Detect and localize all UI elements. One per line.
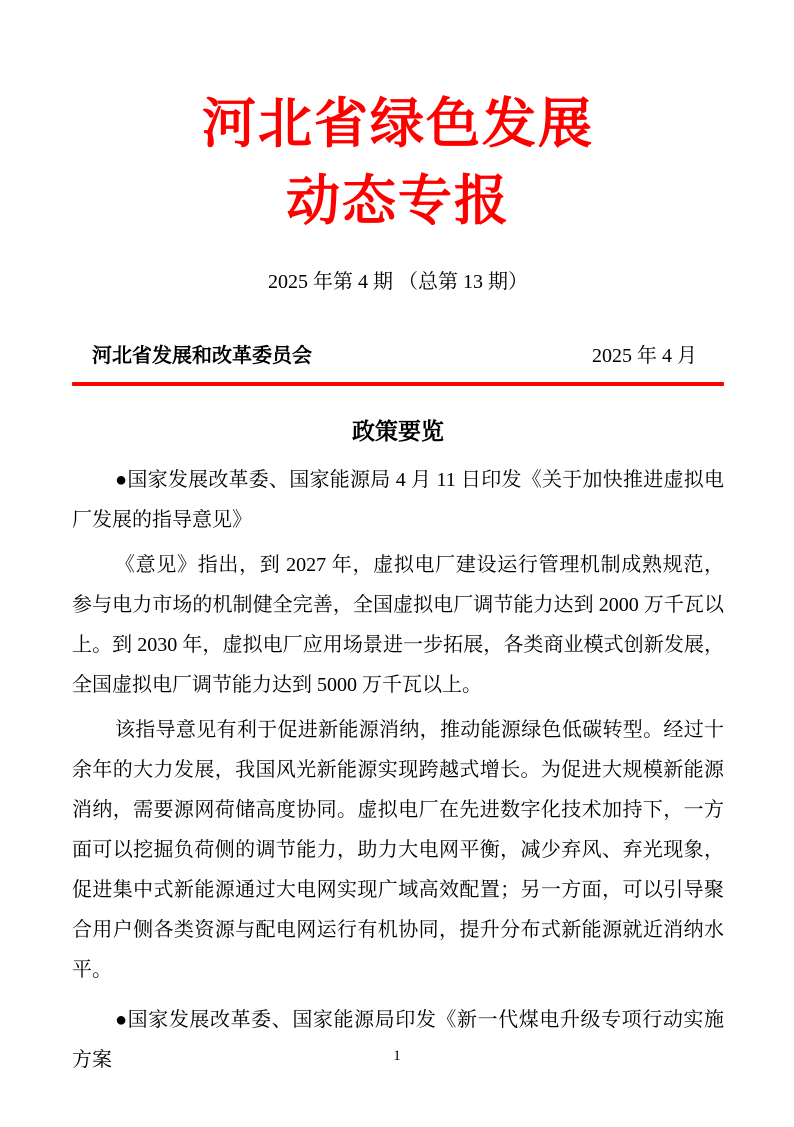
- document-title: [72, 0, 724, 240]
- issue-date: 2025 年 4 月: [592, 345, 697, 367]
- body-text: [72, 460, 724, 1080]
- issue-number-line: 2025 年第 4 期 （总第 13 期）: [268, 271, 528, 293]
- masthead-divider-rule: [72, 382, 724, 386]
- document-title-line-1: 河北省绿色发展: [202, 94, 594, 154]
- body-paragraph: 该指导意见有利于促进新能源消纳，推动能源绿色低碳转型。经过十余年的大力发展，我国风光新能源实现跨越式增长。为促进大规模新能源消纳，需要源网荷储高度协同。虚拟电厂在先进数字化技术加持下，一方面可以挖掘负荷侧的调节能力，助力大电网平衡，减少弃风、弃光现象，促进集中式新能源通过大电网实现广域高效配置；另一方面，可以引导聚合用户侧各类资源与配电网运行有机协同，提升分布式新能源就近消纳水平。: [72, 719, 724, 981]
- issuing-organization: 河北省发展和改革委员会: [92, 345, 312, 367]
- bullet-paragraph: ●国家发展改革委、国家能源局 4 月 11 日印发《关于加快推进虚拟电厂发展的指导意见》: [72, 469, 724, 531]
- body-paragraph: 《意见》指出，到 2027 年，虚拟电厂建设运行管理机制成熟规范，参与电力市场的机制健全完善，全国虚拟电厂调节能力达到 2000 万千瓦以上。到 2030 年，虚拟电厂应用场景进一步拓展，各类商业模式创新发展，全国虚拟电厂调节能力达到 5000 万千瓦以上。: [72, 554, 724, 696]
- document-title-line-2: 动态专报: [286, 171, 510, 231]
- section-heading: 政策要览: [352, 419, 444, 444]
- masthead-row: [72, 343, 724, 370]
- bullet-paragraph: ●国家发展改革委、国家能源局印发《新一代煤电升级专项行动实施方案: [72, 1009, 724, 1071]
- page-number: 1: [393, 1048, 401, 1064]
